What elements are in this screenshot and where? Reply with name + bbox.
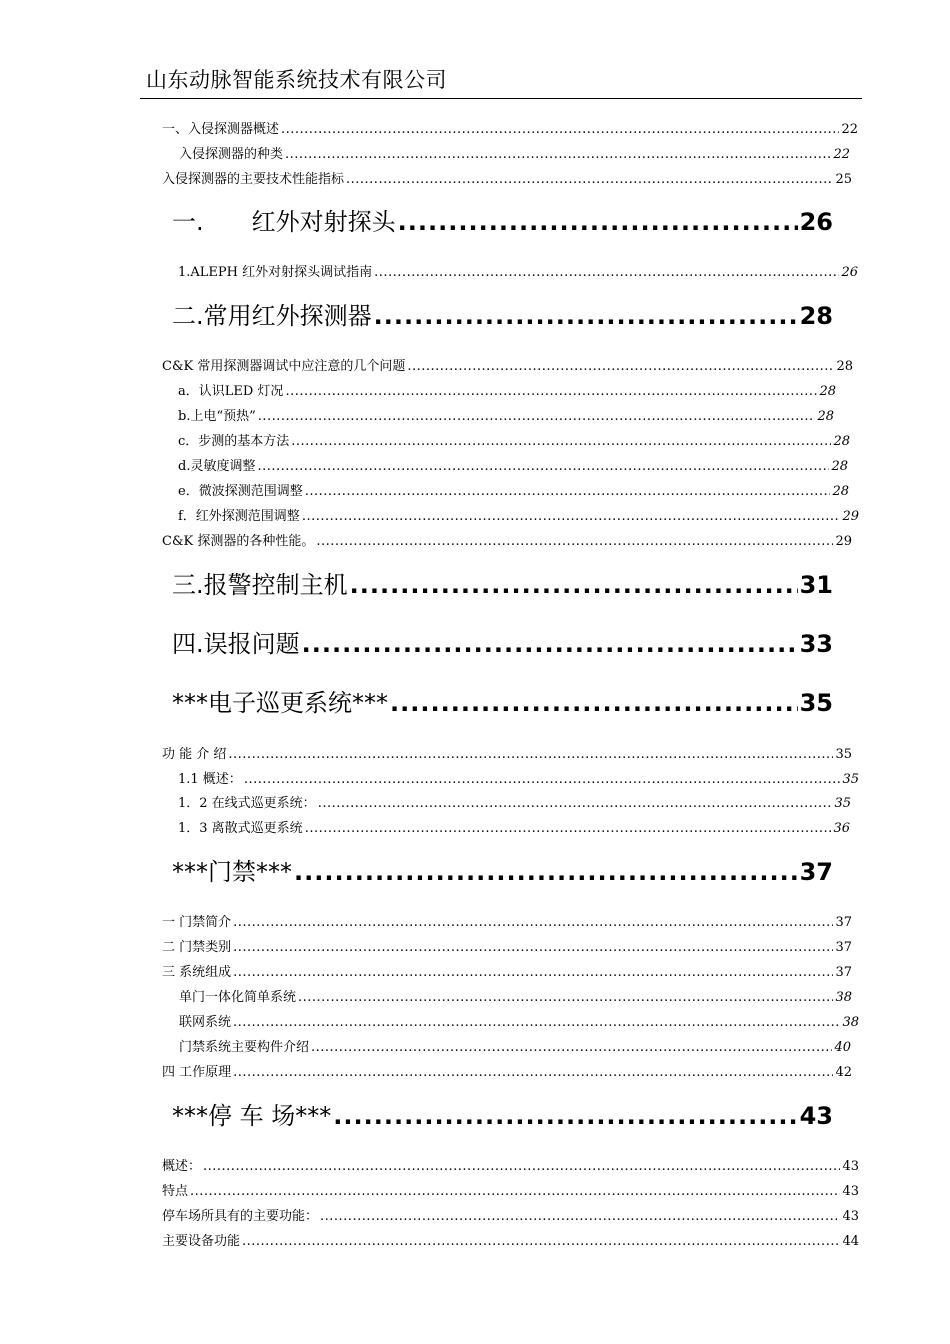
toc-entry-label: 三.报警控制主机 [172,571,348,599]
toc-entry[interactable] [178,405,834,424]
toc-page-number: 26 [841,265,858,280]
toc-page-number: 37 [835,915,852,930]
toc-entry[interactable] [162,911,852,930]
toc-dot-leader [333,1102,797,1130]
toc-dot-leader [291,434,831,449]
toc-entry[interactable] [179,1036,851,1055]
toc-dot-leader [305,821,832,836]
toc-entry-label: 1.ALEPH 红外对射探头调试指南 [178,265,373,280]
toc-chapter-entry[interactable] [172,1096,833,1131]
toc-entry[interactable] [162,355,853,374]
toc-dot-leader [316,534,833,549]
toc-dot-leader [305,484,831,499]
toc-dot-leader [258,409,816,424]
toc-entry-label: 一、入侵探测器概述 [162,122,280,137]
toc-dot-leader [190,1184,840,1199]
toc-page-number: 37 [835,965,852,980]
toc-entry[interactable] [178,768,859,787]
toc-entry-label: 停车场所具有的主要功能： [162,1209,319,1224]
toc-entry[interactable] [178,817,850,836]
toc-page-number: 22 [841,122,858,137]
toc-page-number: 37 [835,940,852,955]
toc-page-number: 43 [842,1184,859,1199]
toc-entry-label: 四.误报问题 [172,630,300,658]
toc-dot-leader [242,1234,840,1249]
toc-entry-label: 单门一体化简单系统 [179,990,297,1005]
toc-entry-label: 一. 红外对射探头 [172,208,396,236]
toc-page-number: 35 [842,772,859,787]
toc-dot-leader [390,689,798,717]
toc-dot-leader [374,302,798,330]
toc-dot-leader [281,122,839,137]
toc-chapter-entry[interactable] [172,296,833,331]
toc-entry[interactable] [162,530,852,549]
toc-entry-label: C&K 探测器的各种性能。 [162,534,315,549]
toc-page-number: 36 [833,821,850,836]
toc-entry-label: f．红外探测范围调整 [178,509,300,524]
toc-dot-leader [298,990,833,1005]
toc-page-number: 28 [833,434,850,449]
toc-page-number: 40 [834,1040,851,1055]
toc-entry-label: 二.常用红外探测器 [172,302,372,330]
toc-dot-leader [233,965,833,980]
toc-page-number: 37 [799,858,833,886]
toc-entry-label: 门禁系统主要构件介绍 [179,1040,310,1055]
toc-page-number: 29 [842,509,859,524]
toc-dot-leader [285,384,817,399]
toc-chapter-entry[interactable] [172,624,833,659]
toc-page-number: 22 [833,147,850,162]
toc-page-number: 28 [817,409,834,424]
toc-page-number: 43 [842,1159,859,1174]
toc-dot-leader [233,915,833,930]
toc-entry-label: C&K 常用探测器调试中应注意的几个问题 [162,359,406,374]
toc-entry-label: 特点 [162,1184,189,1199]
toc-entry[interactable] [178,505,859,524]
toc-page-number: 35 [799,689,833,717]
page-header-title: 山东动脉智能系统技术有限公司 [146,68,447,92]
toc-dot-leader [350,571,798,599]
toc-dot-leader [311,1040,832,1055]
toc-page-number: 35 [835,747,852,762]
toc-entry[interactable] [162,936,852,955]
toc-page-number: 26 [799,208,833,236]
toc-page-number: 28 [799,302,833,330]
toc-entry[interactable] [162,743,852,762]
toc-page-number: 38 [842,1015,859,1030]
toc-dot-leader [302,630,798,658]
toc-entry[interactable] [162,168,852,187]
toc-page-number: 28 [832,484,849,499]
toc-entry-label: ***停 车 场*** [172,1102,332,1130]
toc-entry[interactable] [178,480,849,499]
toc-entry-label: 四 工作原理 [162,1065,232,1080]
toc-entry[interactable] [162,1061,852,1080]
toc-entry-label: 一 门禁简介 [162,915,232,930]
toc-entry-label: 二 门禁类别 [162,940,232,955]
toc-page-number: 28 [836,359,853,374]
toc-entry-label: a．认识LED 灯况 [178,384,284,399]
toc-dot-leader [257,459,829,474]
toc-page-number: 28 [831,459,848,474]
toc-page-number: 44 [842,1234,859,1249]
toc-page-number: 28 [819,384,836,399]
toc-entry[interactable] [178,792,851,811]
toc-dot-leader [203,1159,840,1174]
toc-entry-label: 概述： [162,1159,202,1174]
toc-chapter-entry[interactable] [172,683,833,718]
toc-dot-leader [346,172,833,187]
toc-dot-leader [228,747,833,762]
toc-entry[interactable] [178,380,836,399]
toc-dot-leader [244,772,841,787]
toc-dot-leader [233,1065,833,1080]
toc-entry-label: 入侵探测器的主要技术性能指标 [162,172,345,187]
toc-dot-leader [320,1209,840,1224]
toc-chapter-entry[interactable] [172,565,833,600]
toc-entry-label: 1.1 概述： [178,772,242,787]
toc-page-number: 43 [799,1102,833,1130]
toc-entry-label: 功 能 介 绍 [162,747,227,762]
toc-entry-label: ***门禁*** [172,858,292,886]
toc-entry[interactable] [179,143,850,162]
toc-entry[interactable] [162,118,858,137]
toc-dot-leader [407,359,834,374]
toc-page-number: 29 [835,534,852,549]
toc-page-number: 43 [842,1209,859,1224]
toc-entry[interactable] [162,1205,859,1224]
toc-dot-leader [294,858,798,886]
toc-entry[interactable] [178,430,850,449]
toc-dot-leader [285,147,831,162]
toc-entry[interactable] [162,1155,859,1174]
toc-page-number: 35 [834,796,851,811]
toc-page-number: 42 [835,1065,852,1080]
toc-dot-leader [374,265,839,280]
toc-entry-label: d.灵敏度调整 [178,459,256,474]
toc-entry-label: 1．3 离散式巡更系统 [178,821,303,836]
toc-entry-label: 联网系统 [179,1015,232,1030]
toc-dot-leader [233,1015,840,1030]
toc-entry-label: 1．2 在线式巡更系统： [178,796,316,811]
toc-chapter-entry[interactable] [172,852,833,887]
toc-entry-label: e．微波探测范围调整 [178,484,303,499]
toc-dot-leader [233,940,833,955]
toc-dot-leader [302,509,841,524]
toc-chapter-entry[interactable] [172,202,833,237]
toc-entry[interactable] [178,455,848,474]
toc-entry[interactable] [162,961,852,980]
toc-dot-leader [318,796,833,811]
toc-page-number: 25 [835,172,852,187]
toc-entry[interactable] [179,986,852,1005]
toc-entry[interactable] [178,261,858,280]
toc-page-number: 33 [799,630,833,658]
toc-entry-label: c．步测的基本方法 [178,434,290,449]
toc-entry-label: 入侵探测器的种类 [179,147,284,162]
toc-entry[interactable] [162,1230,859,1249]
toc-entry-label: 三 系统组成 [162,965,232,980]
toc-entry-label: 主要设备功能 [162,1234,241,1249]
toc-page-number: 38 [835,990,852,1005]
toc-entry[interactable] [179,1011,859,1030]
toc-dot-leader [398,208,798,236]
toc-entry[interactable] [162,1180,859,1199]
toc-entry-label: b.上电“预热” [178,409,256,424]
toc-page-number: 31 [799,571,833,599]
toc-entry-label: ***电子巡更系统*** [172,689,388,717]
